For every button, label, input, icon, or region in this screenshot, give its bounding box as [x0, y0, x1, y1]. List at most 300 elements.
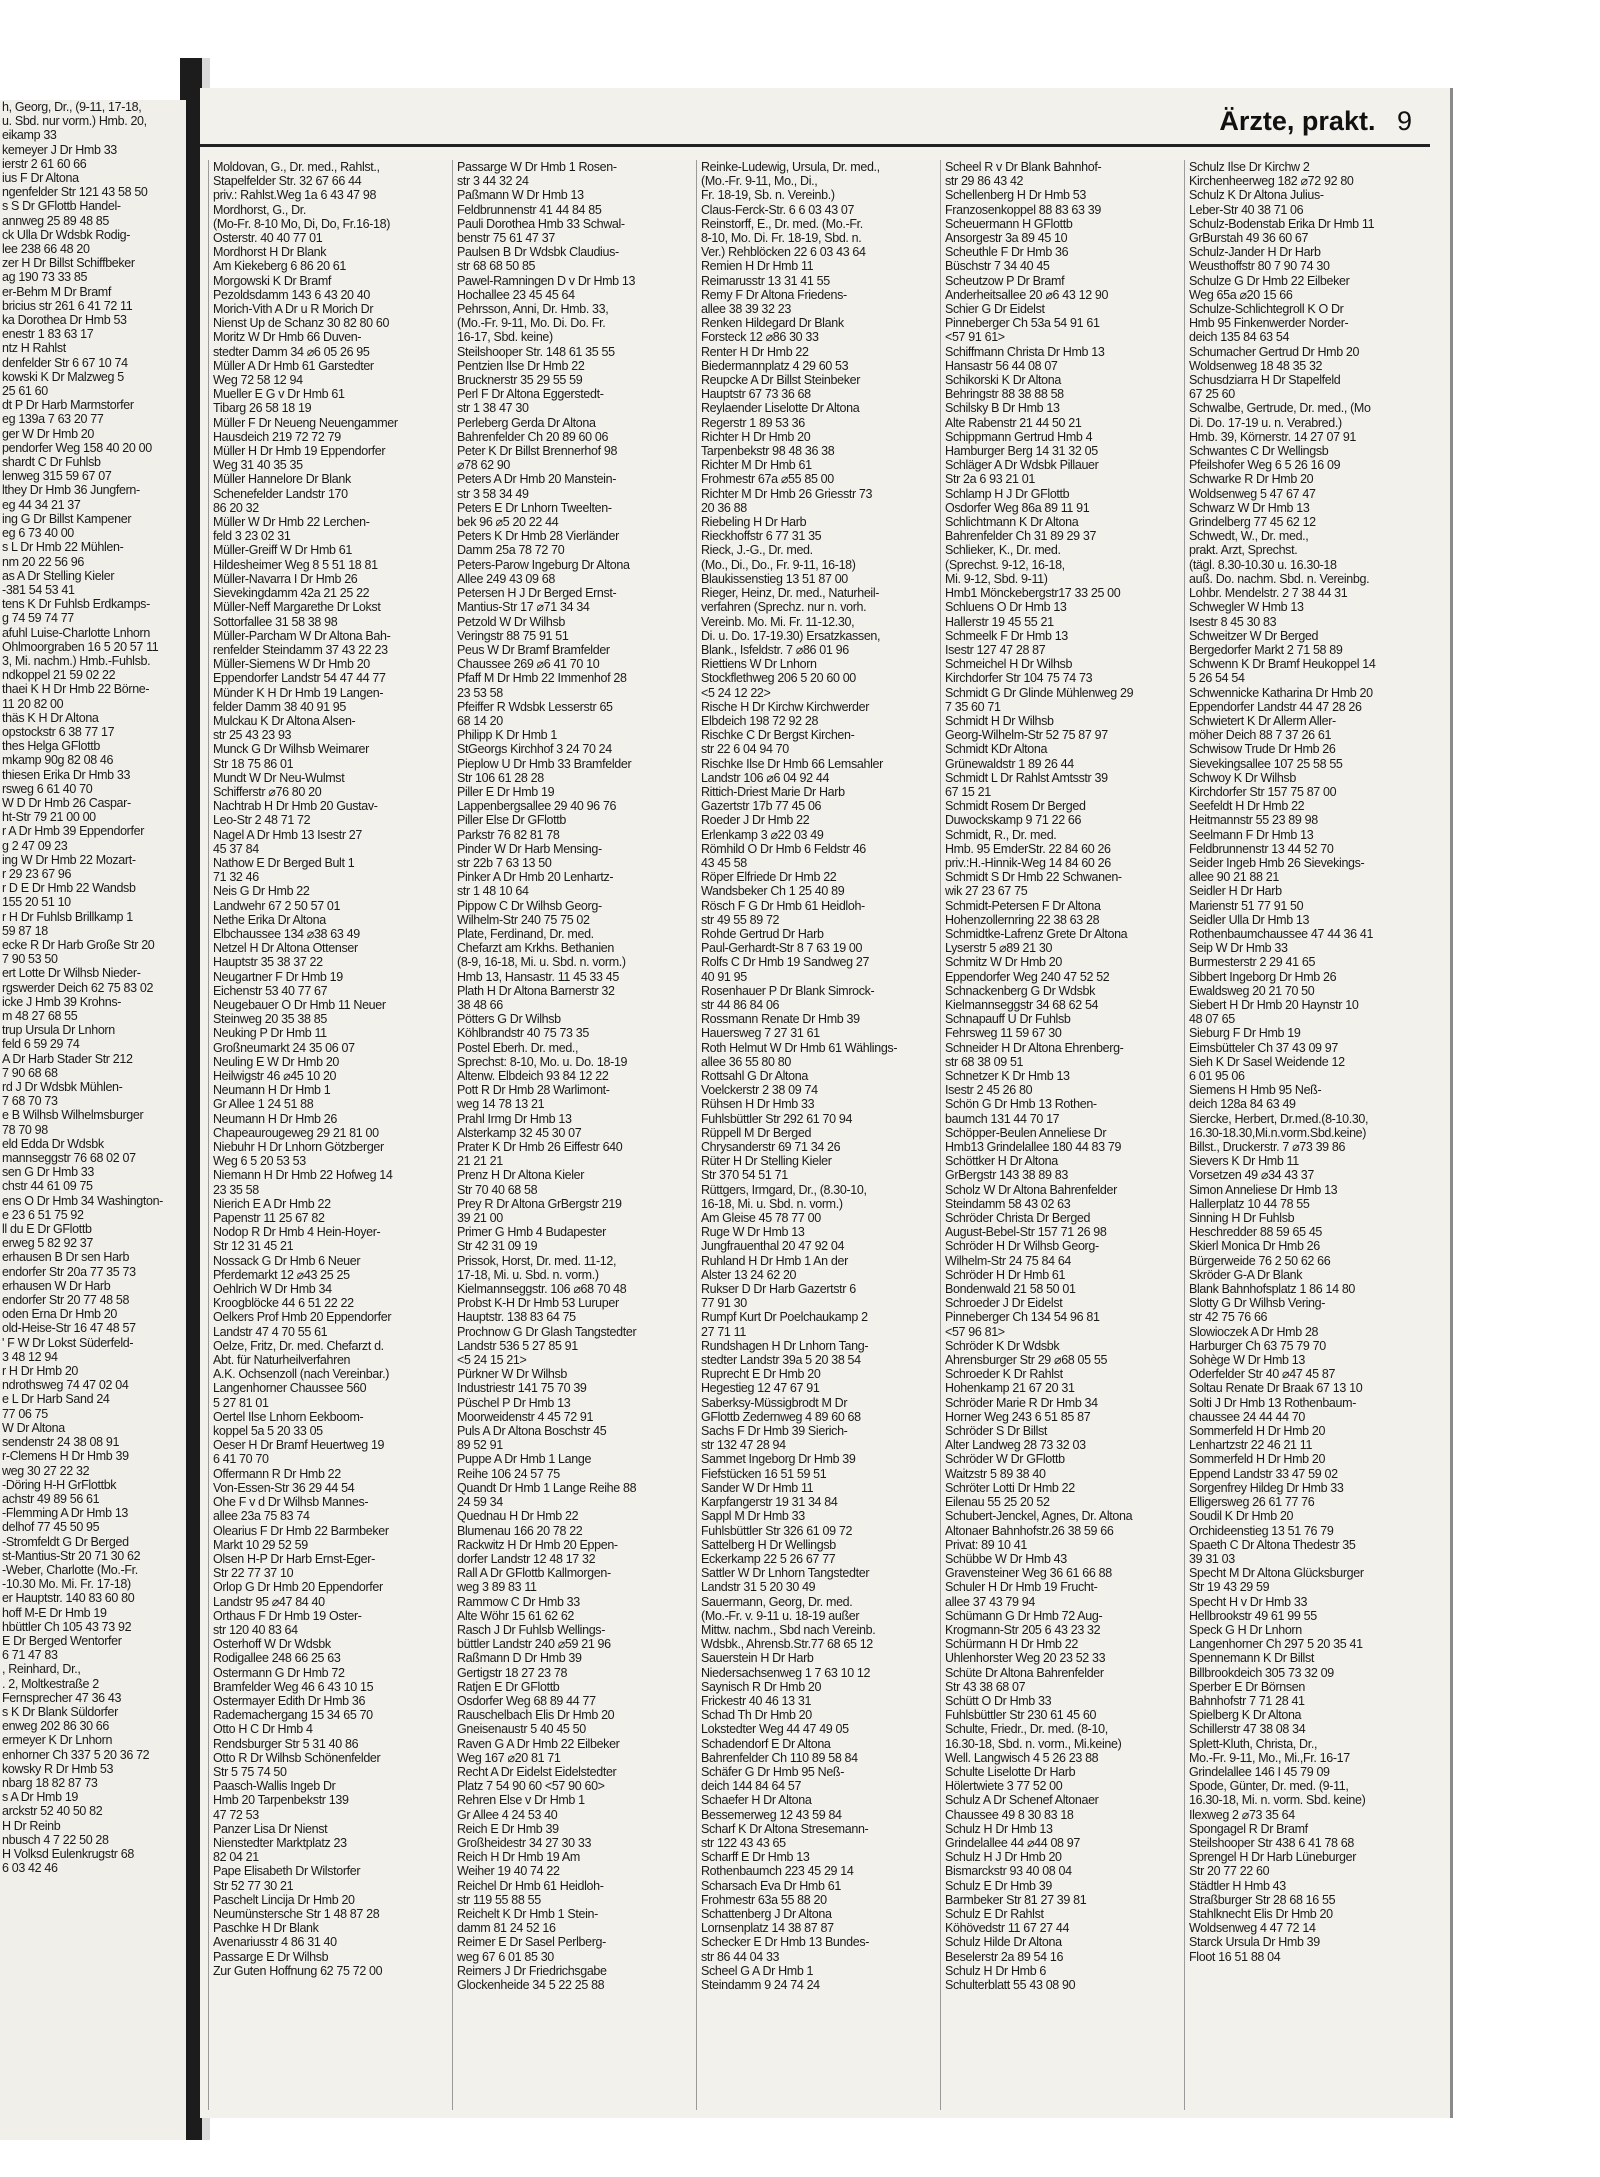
directory-entry: weg 14 78 13 21 [457, 1097, 545, 1112]
directory-entry: 6 01 95 06 [1189, 1069, 1245, 1083]
directory-entry: Forsteck 12 ⌀86 30 33 [701, 330, 819, 345]
directory-entry: Eppendorfer Weg 240 47 52 52 [945, 969, 1110, 984]
directory-entry: Str 5 75 74 50 [213, 1764, 287, 1779]
directory-entry: Sperber E Dr Börnsen [1189, 1679, 1305, 1694]
directory-entry: Str 18 75 86 01 [213, 756, 294, 771]
directory-entry: Piller Else Dr GFlottb [457, 813, 566, 828]
directory-entry: Hauptstr. 138 83 64 75 [457, 1310, 576, 1325]
previous-page-entry: ing W Dr Hmb 22 Mozart- [2, 852, 136, 867]
directory-entry: Rüppell M Dr Berged [701, 1125, 812, 1140]
directory-entry: Schäfer G Dr Hmb 95 Neß- [701, 1764, 845, 1779]
directory-entry: 77 91 30 [701, 1296, 747, 1311]
directory-entry: Claus-Ferck-Str. 6 6 03 43 07 [701, 202, 855, 217]
directory-entry: Weusthoffstr 80 7 90 74 30 [1189, 259, 1330, 274]
directory-entry: Privat: 89 10 41 [945, 1537, 1027, 1552]
directory-entry: Scharf K Dr Altona Stresemann- [701, 1821, 869, 1836]
directory-entry: A.K. Ochsenzoll (nach Vereinbar.) [213, 1367, 390, 1382]
directory-entry: Schwantes C Dr Wellingsb [1189, 444, 1329, 459]
directory-entry: Heitmannstr 55 23 89 98 [1189, 813, 1318, 828]
directory-entry: Eimsbütteler Ch 37 43 09 97 [1189, 1040, 1338, 1055]
directory-entry: Riettiens W Dr Lnhorn [701, 657, 817, 672]
directory-entry: Rosenhauer P Dr Blank Simrock- [701, 983, 875, 998]
previous-page-entry: enhorner Ch 337 5 20 36 72 [2, 1747, 150, 1762]
directory-entry: Schenefelder Landstr 170 [213, 486, 348, 501]
directory-entry: Ver.) Rehblöcken 22 6 03 43 64 [701, 245, 866, 260]
directory-entry: Renken Hildegard Dr Blank [701, 316, 844, 331]
directory-entry: Müller-Siemens W Dr Hmb 20 [213, 657, 370, 672]
previous-page-entry: nbarg 18 82 87 73 [2, 1775, 98, 1790]
previous-page-entry: A Dr Harb Stader Str 212 [2, 1051, 133, 1066]
previous-page-entry: ' F W Dr Lokst Süderfeld- [2, 1335, 134, 1350]
directory-entry: Schumacher Gertrud Dr Hmb 20 [1189, 344, 1360, 359]
directory-entry: Passarge E Dr Wilhsb [213, 1949, 329, 1964]
previous-page-entry: ck Ulla Dr Wdsbk Rodig- [2, 227, 131, 242]
directory-entry: Sammet Ingeborg Dr Hmb 39 [701, 1452, 856, 1467]
directory-entry: Probst K-H Dr Hmb 53 Luruper [457, 1296, 619, 1311]
directory-entry: Scheel R v Dr Blank Bahnhof- [945, 160, 1102, 174]
directory-entry: Marienstr 51 77 91 50 [1189, 898, 1304, 913]
directory-entry: Veringstr 88 75 91 51 [457, 628, 569, 643]
previous-page-entry: nbusch 4 7 22 50 28 [2, 1832, 109, 1847]
directory-entry: Wandsbeker Ch 1 25 40 89 [701, 884, 845, 899]
directory-entry: Alte Wöhr 15 61 62 62 [457, 1608, 575, 1623]
previous-page-entry: eg 139a 7 63 20 77 [2, 412, 104, 427]
directory-entry: Schnetzer K Dr Hmb 13 [945, 1069, 1070, 1083]
previous-page-entry: rd J Dr Wdsbk Mühlen- [2, 1080, 123, 1095]
previous-page-entry: kemeyer J Dr Hmb 33 [2, 142, 117, 157]
previous-page-entry: erhausen W Dr Harb [2, 1278, 111, 1293]
directory-entry: Scholz W Dr Altona Bahrenfelder [945, 1182, 1117, 1197]
directory-entry: Weg 72 58 12 94 [213, 373, 303, 388]
directory-entry: Schnackenberg G Dr Wdsbk [945, 983, 1095, 998]
directory-entry: Scheel G A Dr Hmb 1 [701, 1963, 814, 1978]
directory-entry: Markt 10 29 52 59 [213, 1537, 308, 1552]
previous-page-entry: ius F Dr Altona [2, 171, 79, 186]
directory-entry: Schulz Hilde Dr Altona [945, 1935, 1062, 1950]
directory-entry: Rösch F G Dr Hmb 61 Heidloh- [701, 898, 865, 913]
previous-page-entry: 7 90 53 50 [2, 952, 58, 967]
directory-entry: 16-18, Mi. u. Sbd. n. vorm.) [701, 1196, 843, 1211]
directory-page [200, 88, 1450, 2118]
directory-entry: Rundshagen H Dr Lnhorn Tang- [701, 1338, 869, 1353]
directory-entry: Rüttgers, Irmgard, Dr., (8.30-10, [701, 1182, 867, 1197]
previous-page-entry: mannseggstr 76 68 02 07 [2, 1151, 136, 1166]
directory-entry: Richter H Dr Hmb 20 [701, 429, 811, 444]
directory-entry: Ruprecht E Dr Hmb 20 [701, 1367, 821, 1382]
directory-entry: Schulte, Friedr., Dr. med. (8-10, [945, 1722, 1108, 1737]
directory-entry: Püschel P Dr Hmb 13 [457, 1395, 571, 1410]
directory-entry: Hildesheimer Weg 8 5 51 18 81 [213, 557, 378, 572]
directory-entry: Altonaer Bahnhofstr.26 38 59 66 [945, 1523, 1114, 1538]
directory-entry: Hmb. 95 EmderStr. 22 84 60 26 [945, 841, 1111, 856]
directory-entry: Saynisch R Dr Hmb 20 [701, 1679, 822, 1694]
directory-entry: Schwedt, W., Dr. med., [1189, 529, 1309, 544]
directory-entry: Pinneberger Ch 53a 54 91 61 [945, 316, 1100, 331]
directory-entry: Schmeelk F Dr Hmb 13 [945, 628, 1068, 643]
directory-entry: Gertigstr 18 27 23 78 [457, 1665, 568, 1680]
directory-entry: StGeorgs Kirchhof 3 24 70 24 [457, 742, 612, 757]
directory-entry: Elbdeich 198 72 92 28 [701, 713, 819, 728]
directory-entry: Schulz K Dr Altona Julius- [1189, 188, 1324, 203]
directory-entry: Paulsen B Dr Wdsbk Claudius- [457, 245, 619, 260]
directory-entry: Munck G Dr Wilhsb Weimarer [213, 742, 369, 757]
previous-page-entry: g 2 47 09 23 [2, 838, 68, 853]
previous-page-entry: thaei K H Dr Hmb 22 Börne- [2, 682, 150, 697]
directory-entry: Ansorgestr 3a 89 45 10 [945, 231, 1068, 246]
directory-entry: str 68 38 09 51 [945, 1054, 1024, 1069]
directory-entry: Ostermayer Edith Dr Hmb 36 [213, 1693, 366, 1708]
previous-page-entry: Fernsprecher 47 36 43 [2, 1690, 122, 1705]
directory-entry: Rasch J Dr Fuhlsb Wellings- [457, 1622, 606, 1637]
directory-entry: Weg 6 5 20 53 53 [213, 1154, 306, 1169]
directory-entry: Moorweidenstr 4 45 72 91 [457, 1409, 594, 1424]
directory-entry: Schattenberg J Dr Altona [701, 1906, 832, 1921]
directory-entry: Siebert H Dr Hmb 20 Haynstr 10 [1189, 997, 1359, 1012]
previous-page-entry: enestr 1 83 63 17 [2, 327, 94, 342]
directory-entry: Blumenau 166 20 78 22 [457, 1523, 583, 1538]
directory-entry: Petersen H J Dr Berged Ernst- [457, 586, 617, 601]
previous-page-entry: 3 48 12 94 [2, 1349, 58, 1364]
previous-page-entry: ll du E Dr GFlottb [2, 1222, 92, 1237]
previous-page-entry: -10.30 Mo. Mi. Fr. 17-18) [2, 1577, 131, 1592]
directory-entry: Schlieker, K., Dr. med. [945, 543, 1061, 558]
directory-entry: Müller H Dr Hmb 19 Eppendorfer [213, 444, 386, 459]
directory-entry: allee 36 55 80 80 [701, 1054, 791, 1069]
directory-entry: Peus W Dr Bramf Bramfelder [457, 642, 610, 657]
directory-entry: Plate, Ferdinand, Dr. med. [457, 926, 594, 941]
previous-page-entry: thäs K H Dr Altona [2, 710, 99, 725]
directory-entry: Rodigallee 248 66 25 63 [213, 1651, 341, 1666]
directory-entry: Schön G Dr Hmb 13 Rothen- [945, 1097, 1097, 1112]
previous-page-entry: endorfer Str 20 77 48 58 [2, 1293, 130, 1308]
directory-entry: allee 37 43 79 94 [945, 1594, 1035, 1609]
directory-entry: Str 52 77 30 21 [213, 1878, 294, 1893]
previous-page-entry: nm 20 22 56 96 [2, 554, 84, 569]
directory-entry: Harburger Ch 63 75 79 70 [1189, 1338, 1326, 1353]
directory-entry: Von-Essen-Str 36 29 44 54 [213, 1480, 355, 1495]
directory-entry: Burmesterstr 2 29 41 65 [1189, 955, 1316, 970]
directory-entry: Morich-Vith A Dr u R Morich Dr [213, 302, 374, 317]
directory-entry: Schulz H J Dr Hmb 20 [945, 1850, 1062, 1865]
directory-entry: Köhövedstr 11 67 27 44 [945, 1921, 1070, 1936]
directory-entry: Reimarusstr 13 31 41 55 [701, 273, 830, 288]
directory-entry: Ewaldsweg 20 21 70 50 [1189, 983, 1315, 998]
directory-entry: (Mo.-Fr. 9-11, Mo., Di., [701, 174, 818, 189]
directory-entry: Mittw. nachm., Sbd nach Vereinb. [701, 1622, 876, 1637]
directory-entry: Heilwigstr 46 ⌀45 10 20 [213, 1069, 337, 1083]
directory-entry: Lokstedter Weg 44 47 49 05 [701, 1722, 849, 1737]
directory-entry: Oelkers Prof Hmb 20 Eppendorfer [213, 1310, 392, 1325]
directory-entry: Sohège W Dr Hmb 13 [1189, 1353, 1305, 1368]
directory-entry: 67 15 21 [945, 784, 991, 799]
previous-page-entry: shardt C Dr Fuhlsb [2, 455, 101, 470]
directory-entry: Richter M Dr Hmb 61 [701, 458, 812, 473]
directory-entry: Weg 65a ⌀20 15 66 [1189, 287, 1293, 302]
directory-entry: deich 135 84 63 54 [1189, 330, 1290, 345]
directory-entry: Chaussee 269 ⌀6 41 70 10 [457, 657, 600, 672]
previous-page-entry: icke J Hmb 39 Krohns- [2, 994, 122, 1009]
directory-entry: 23 35 58 [213, 1182, 259, 1197]
directory-entry: Leo-Str 2 48 71 72 [213, 813, 311, 828]
directory-entry: felder Damm 38 40 91 95 [213, 699, 347, 714]
directory-entry: Grindelberg 77 45 62 12 [1189, 515, 1316, 530]
directory-entry: Sappl M Dr Hmb 33 [701, 1509, 805, 1524]
directory-entry: Petzold W Dr Wilhsb [457, 614, 565, 629]
directory-entry: str 25 43 23 93 [213, 728, 292, 743]
directory-entry: Paschelt Lincija Dr Hmb 20 [213, 1892, 355, 1907]
directory-entry: str 1 38 47 30 [457, 401, 529, 416]
directory-entry: Oderfelder Str 40 ⌀47 45 87 [1189, 1367, 1336, 1382]
previous-page-entry: -Flemming A Dr Hmb 13 [2, 1506, 129, 1521]
previous-page-entry: ecke R Dr Harb Große Str 20 [2, 937, 155, 952]
directory-entry: Niedersachsenweg 1 7 63 10 12 [701, 1665, 871, 1680]
directory-entry: Schwegler W Hmb 13 [1189, 600, 1304, 615]
directory-entry: Müller Hannelore Dr Blank [213, 472, 351, 487]
previous-page-entry: ag 190 73 33 85 [2, 270, 88, 285]
directory-entry: Raßmann D Dr Hmb 39 [457, 1651, 582, 1666]
directory-entry: Neumann H Dr Hmb 26 [213, 1111, 337, 1126]
directory-entry: Eppend Landstr 33 47 59 02 [1189, 1466, 1338, 1481]
directory-entry: Paßmann W Dr Hmb 13 [457, 188, 584, 203]
directory-entry: 23 53 58 [457, 685, 503, 700]
directory-entry: Rieger, Heinz, Dr. med., Naturheil- [701, 586, 880, 601]
directory-entry: Pauli Dorothea Hmb 33 Schwal- [457, 216, 625, 231]
directory-entry: Schwarke R Dr Hmb 20 [1189, 472, 1314, 487]
directory-entry: Niemann H Dr Hmb 22 Hofweg 14 [213, 1168, 393, 1183]
directory-entry: Spaeth C Dr Altona Thedestr 35 [1189, 1537, 1356, 1552]
directory-entry: Kielmannseggstr 34 68 62 54 [945, 997, 1099, 1012]
directory-entry: Alter Landweg 28 73 32 03 [945, 1438, 1086, 1453]
directory-entry: Eppendorfer Landstr 54 47 44 77 [213, 671, 386, 686]
directory-entry: str 132 47 28 94 [701, 1438, 786, 1453]
previous-page-entry: sen G Dr Hmb 33 [2, 1165, 95, 1180]
directory-entry: Kirchenheerweg 182 ⌀72 92 80 [1189, 174, 1354, 189]
directory-entry: Bismarckstr 93 40 08 04 [945, 1864, 1072, 1879]
directory-entry: Sander W Dr Hmb 11 [701, 1480, 814, 1495]
directory-entry: Reich H Dr Hmb 19 Am [457, 1850, 580, 1865]
directory-entry: Oertel Ilse Lnhorn Eekboom- [213, 1409, 364, 1424]
directory-entry: Steilshooper Str. 148 61 35 55 [457, 344, 615, 359]
directory-entry: Schröder W Dr GFlottb [945, 1452, 1065, 1467]
directory-entry: Lornsenplatz 14 38 87 87 [701, 1921, 834, 1936]
directory-entry: str 122 43 43 65 [701, 1835, 786, 1850]
directory-entry: 7 35 60 71 [945, 699, 1001, 714]
directory-entry: Nathow E Dr Berged Bult 1 [213, 855, 355, 870]
directory-entry: allee 90 21 88 21 [1189, 870, 1279, 885]
directory-entry: Voelckerstr 2 38 09 74 [701, 1083, 818, 1098]
previous-page-entry: eg 44 34 21 37 [2, 497, 81, 512]
directory-entry: Prey R Dr Altona GrBergstr 219 [457, 1196, 622, 1211]
directory-entry: Starck Ursula Dr Hmb 39 [1189, 1935, 1320, 1950]
directory-entry: Schmidt L Dr Rahlst Amtsstr 39 [945, 770, 1108, 785]
directory-entry: Schulz H Dr Hmb 13 [945, 1821, 1053, 1836]
directory-entry: Wilhelm-Str 240 75 75 02 [457, 912, 590, 927]
directory-entry: Grünewaldstr 1 89 26 44 [945, 756, 1074, 771]
directory-entry: Spielberg K Dr Altona [1189, 1708, 1302, 1723]
previous-page-entry: ndrothsweg 74 47 02 04 [2, 1378, 129, 1393]
directory-entry: Rall A Dr GFlottb Kallmorgen- [457, 1566, 611, 1581]
directory-entry: Peters A Dr Hmb 20 Manstein- [457, 472, 617, 487]
previous-page-entry: s S Dr GFlottb Handel- [2, 199, 121, 214]
previous-page-entry: m 48 27 68 55 [2, 1009, 78, 1023]
previous-page-entry: -381 54 53 41 [2, 582, 75, 597]
directory-entry: Chaussee 49 8 30 83 18 [945, 1807, 1074, 1822]
directory-entry: Jungfrauenthal 20 47 92 04 [701, 1239, 845, 1254]
directory-entry: weg 67 6 01 85 30 [457, 1949, 554, 1964]
directory-entry: Pfeilshofer Weg 6 5 26 16 09 [1189, 458, 1341, 473]
directory-entry: Hmb 20 Tarpenbekstr 139 [213, 1793, 349, 1808]
directory-entry: Reichelt K Dr Hmb 1 Stein- [457, 1906, 598, 1921]
directory-entry: Heschredder 88 59 65 45 [1189, 1225, 1323, 1240]
directory-entry: Hmb13 Grindelallee 180 44 83 79 [945, 1140, 1122, 1155]
previous-page-entry: denfelder Str 6 67 10 74 [2, 355, 128, 370]
previous-page-entry: zer H Dr Billst Schiffbeker [2, 256, 135, 271]
directory-entry: Ostermann G Dr Hmb 72 [213, 1665, 345, 1680]
directory-entry: Rieck, J.-G., Dr. med. [701, 543, 813, 558]
directory-entry: Hmb 13, Hansastr. 11 45 33 45 [457, 969, 619, 984]
directory-entry: büttler Landstr 240 ⌀59 21 96 [457, 1637, 611, 1652]
directory-entry: Waitzstr 5 89 38 40 [945, 1466, 1046, 1481]
directory-entry: Schippmann Gertrud Hmb 4 [945, 429, 1093, 444]
previous-page-entry: lee 238 66 48 20 [2, 242, 90, 257]
directory-entry: Blank., Isfeldstr. 7 ⌀86 01 96 [701, 642, 849, 657]
directory-entry: Otto R Dr Wilhsb Schönenfelder [213, 1750, 381, 1765]
directory-entry: Schröder Christa Dr Berged [945, 1211, 1091, 1226]
directory-entry: Perleberg Gerda Dr Altona [457, 415, 596, 430]
directory-entry: Schier G Dr Eidelst [945, 302, 1045, 317]
directory-entry: Morgowski K Dr Bramf [213, 273, 332, 288]
directory-entry: (Mo.-Fr. v. 9-11 u. 18-19 außer [701, 1608, 860, 1623]
directory-entry: 16.30-18, Mi. n. vorm. Sbd. keine) [1189, 1793, 1366, 1808]
directory-entry: Rittich-Driest Marie Dr Harb [701, 784, 845, 799]
directory-entry: str 29 86 43 42 [945, 174, 1024, 189]
directory-entry: Sprengel H Dr Harb Lüneburger [1189, 1850, 1357, 1865]
directory-entry: Roeder J Dr Hmb 22 [701, 813, 810, 828]
directory-entry: Nagel A Dr Hmb 13 Isestr 27 [213, 827, 362, 842]
directory-entry: Schnapauff U Dr Fuhlsb [945, 1012, 1071, 1027]
directory-entry: 16-17, Sbd. keine) [457, 330, 553, 345]
directory-entry: Pippow C Dr Wilhsb Georg- [457, 898, 602, 913]
previous-page-entry: ing G Dr Billst Kampener [2, 511, 132, 526]
directory-column-2 [452, 160, 692, 2110]
previous-page-entry: r A Dr Hmb 39 Eppendorfer [2, 824, 145, 839]
directory-entry: Seidler H Dr Harb [1189, 884, 1282, 899]
directory-entry: Hallerplatz 10 44 78 55 [1189, 1196, 1310, 1211]
header-rule [200, 144, 1430, 147]
directory-entry: Zur Guten Hoffnung 62 75 72 00 [213, 1963, 383, 1978]
directory-entry: Speck G H Dr Lnhorn [1189, 1622, 1302, 1637]
directory-entry: Schikorski K Dr Altona [945, 373, 1061, 388]
directory-entry: Nierich E A Dr Hmb 22 [213, 1196, 331, 1211]
directory-entry: Schöpper-Beulen Anneliese Dr [945, 1125, 1107, 1140]
directory-entry: Oeser H Dr Bramf Heuertweg 19 [213, 1438, 385, 1453]
directory-entry: Krogmann-Str 205 6 43 23 32 [945, 1622, 1101, 1637]
directory-entry: Rehren Else v Dr Hmb 1 [457, 1793, 585, 1808]
directory-entry: Hölertwiete 3 77 52 00 [945, 1779, 1063, 1794]
directory-entry: 45 37 84 [213, 841, 259, 856]
previous-page-entry: pendorfer Weg 158 40 20 00 [2, 440, 152, 455]
directory-entry: Schillerstr 47 38 08 34 [1189, 1722, 1306, 1737]
directory-entry: Woldsenweg 18 48 35 32 [1189, 358, 1323, 373]
directory-entry: Gr Allee 4 24 53 40 [457, 1807, 558, 1822]
directory-entry: Schulz E Dr Rahlst [945, 1906, 1044, 1921]
directory-entry: Reihe 106 24 57 75 [457, 1466, 560, 1481]
directory-entry: Quandt Dr Hmb 1 Lange Reihe 88 [457, 1480, 637, 1495]
directory-entry: Grindelallee 44 ⌀44 08 97 [945, 1835, 1080, 1850]
directory-entry: Pfeiffer R Wdsbk Lesserstr 65 [457, 699, 613, 714]
directory-entry: Schlamp H J Dr GFlottb [945, 486, 1070, 501]
directory-entry: 27 71 11 [701, 1324, 746, 1339]
directory-entry: Schmidt G Dr Glinde Mühlenweg 29 [945, 685, 1134, 700]
previous-page-entry: 7 90 68 68 [2, 1065, 58, 1080]
directory-entry: 47 72 53 [213, 1807, 259, 1822]
directory-entry: Passarge W Dr Hmb 1 Rosen- [457, 160, 617, 174]
directory-entry: Elbchaussee 134 ⌀38 63 49 [213, 926, 360, 941]
directory-entry: Weiher 19 40 74 22 [457, 1864, 560, 1879]
directory-entry: Neis G Dr Hmb 22 [213, 884, 310, 899]
directory-entry: Rackwitz H Dr Hmb 20 Eppen- [457, 1537, 618, 1552]
directory-entry: Soltau Renate Dr Braak 67 13 10 [1189, 1381, 1363, 1396]
previous-page-entry: erhausen B Dr sen Harb [2, 1250, 130, 1265]
directory-entry: Str 370 54 51 71 [701, 1168, 788, 1183]
directory-entry: Simon Anneliese Dr Hmb 13 [1189, 1182, 1338, 1197]
directory-entry: 39 21 00 [457, 1211, 503, 1226]
previous-page-entry: dt P Dr Harb Marmstorfer [2, 398, 134, 413]
directory-entry: Frohmestr 63a 55 88 20 [701, 1892, 827, 1907]
directory-entry: 86 20 32 [213, 500, 259, 515]
directory-entry: Schmidt S Dr Hmb 22 Schwanen- [945, 870, 1122, 885]
previous-page-entry: annweg 25 89 48 85 [2, 213, 109, 228]
directory-entry: Prater K Dr Hmb 26 Eiffestr 640 [457, 1140, 623, 1155]
directory-entry: feld 3 23 02 31 [213, 529, 291, 544]
directory-entry: Schmeichel H Dr Wilhsb [945, 657, 1073, 672]
directory-entry: Hmb 95 Finkenwerder Norder- [1189, 316, 1349, 331]
directory-entry: Schulz Ilse Dr Kirchw 2 [1189, 160, 1310, 174]
directory-column-1 [208, 160, 448, 2110]
directory-entry: Landstr 106 ⌀6 04 92 44 [701, 770, 830, 785]
directory-entry: Neugebauer O Dr Hmb 11 Neuer [213, 997, 386, 1012]
directory-entry: Tibarg 26 58 18 19 [213, 401, 312, 416]
directory-entry: Landwehr 67 2 50 57 01 [213, 898, 341, 913]
directory-entry: GrBergstr 143 38 89 83 [945, 1168, 1068, 1183]
directory-entry: Langenhorner Ch 297 5 20 35 41 [1189, 1637, 1363, 1652]
directory-entry: Hallerstr 19 45 55 21 [945, 614, 1054, 629]
directory-entry: Müller F Dr Neueng Neuengammer [213, 415, 398, 430]
directory-entry: Kielmannseggstr. 106 ⌀68 70 48 [457, 1282, 627, 1297]
directory-entry: Schroeder K Dr Rahlst [945, 1367, 1063, 1382]
directory-entry: Parkstr 76 82 81 78 [457, 827, 560, 842]
directory-entry: Peters-Parow Ingeburg Dr Altona [457, 557, 630, 572]
directory-entry: Schroeder J Dr Eidelst [945, 1296, 1063, 1311]
directory-entry: Reichel Dr Hmb 61 Heidloh- [457, 1878, 604, 1893]
previous-page-entry: 7 68 70 73 [2, 1094, 58, 1109]
directory-entry: Sievekingdamm 42a 21 25 22 [213, 586, 370, 601]
previous-page-entry: -Döring H-H GrFlottbk [2, 1477, 117, 1492]
directory-entry: 16.30-18, Sbd. n. vorm., Mi.keine) [945, 1736, 1122, 1751]
directory-entry: 43 45 58 [701, 855, 747, 870]
directory-entry: Renter H Dr Hmb 22 [701, 344, 809, 359]
previous-page-entry: , Reinhard, Dr., [2, 1662, 81, 1677]
directory-entry: Prissok, Horst, Dr. med. 11-12, [457, 1253, 617, 1268]
directory-columns [208, 160, 1424, 2110]
directory-entry: Franzosenkoppel 88 83 63 39 [945, 202, 1101, 217]
directory-entry: Prahl Irmg Dr Hmb 13 [457, 1111, 572, 1126]
directory-entry: Schulterblatt 55 43 08 90 [945, 1978, 1076, 1992]
directory-entry: Pinneberger Ch 134 54 96 81 [945, 1310, 1100, 1325]
directory-entry: Offermann R Dr Hmb 22 [213, 1466, 341, 1481]
directory-entry: 89 52 91 [457, 1438, 503, 1453]
directory-entry: 20 36 88 [701, 500, 747, 515]
